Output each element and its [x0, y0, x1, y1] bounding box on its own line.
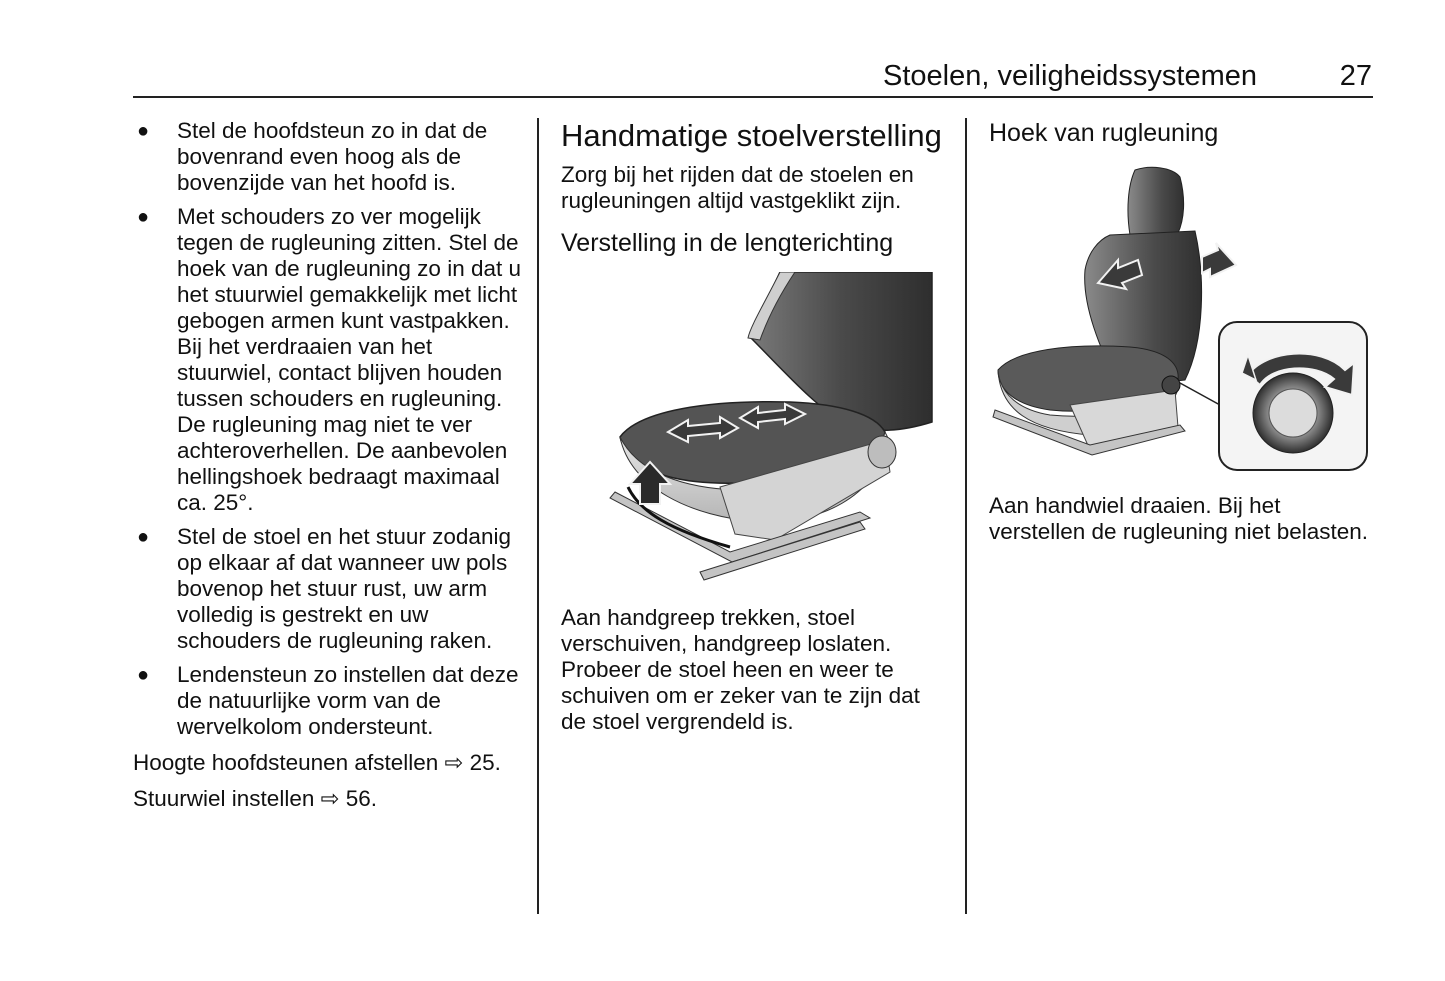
column-1	[133, 118, 523, 812]
xref-text: Stuurwiel instellen	[133, 786, 315, 811]
seat-longitudinal-figure	[600, 272, 935, 584]
xref-arrow-icon: ⇨	[320, 786, 340, 811]
header-rule	[133, 96, 1373, 98]
bullet-item	[133, 524, 523, 654]
bullet-text: Met schouders zo ver mogelijk tegen de rugleuning zitten. Stel de hoek van de rugleuning zo in dat u het stuurwiel gemakkelijk met licht gebogen armen kunt vastpakken. Bij het verdraaien van het stuurwiel, contact blijven houden tussen schouders en rugleuning. De rugleuning mag niet te ver achteroverhellen. De aanbevolen hellingshoek bedraagt maximaal ca. 25°.	[177, 204, 522, 515]
column-2	[561, 118, 951, 258]
cross-reference-steering-wheel[interactable]	[133, 786, 523, 812]
xref-page: 56.	[345, 786, 378, 811]
header-section-title: Stoelen, veiligheidssystemen	[883, 60, 1257, 92]
subsection-heading: Verstelling in de lengterichting	[561, 229, 894, 257]
column-divider-left	[537, 118, 539, 914]
bullet-dot-icon: ●	[137, 120, 150, 142]
bullet-text: Stel de hoofdsteun zo in dat de bovenrand even hoog als de bovenzijde van het hoofd is.	[177, 118, 488, 195]
bullet-text: Stel de stoel en het stuur zodanig op elkaar af dat wanneer uw pols bovenop het stuur rust, uw arm volledig is gestrekt en uw schouders de rugleuning raken.	[177, 524, 511, 653]
bullet-item	[133, 118, 523, 196]
handwheel-center-shape	[1269, 389, 1317, 437]
caption-backrest: Aan handwiel draaien. Bij het verstellen de rugleuning niet belasten.	[989, 493, 1369, 544]
intro-text: Zorg bij het rijden dat de stoelen en rugleuningen altijd vastgeklikt zijn.	[561, 162, 914, 213]
column-divider-right	[965, 118, 967, 914]
xref-text: Hoogte hoofdsteunen afstellen	[133, 750, 439, 775]
bullet-item	[133, 662, 523, 740]
bullet-dot-icon: ●	[137, 526, 150, 548]
seat-knob-shape	[868, 436, 896, 468]
headrest-shape	[1128, 167, 1184, 235]
leader-line	[1180, 383, 1220, 405]
caption-longitudinal: Aan handgreep trekken, stoel verschuiven, handgreep loslaten. Probeer de stoel heen en weer te schuiven om er zeker van te zijn dat de stoel vergrendeld is.	[561, 605, 920, 734]
bullet-text: Lendensteun zo instellen dat deze de natuurlijke vorm van de wervelkolom ondersteunt.	[177, 662, 519, 739]
arrow-recline-back-icon	[1202, 243, 1236, 277]
seat-backrest-figure	[990, 165, 1375, 475]
page-number: 27	[1339, 60, 1372, 92]
xref-page: 25.	[469, 750, 501, 775]
bullet-item	[133, 204, 523, 516]
bullet-dot-icon: ●	[137, 206, 150, 228]
bullet-dot-icon: ●	[137, 664, 150, 686]
xref-arrow-icon: ⇨	[444, 750, 464, 775]
handwheel-small-shape	[1162, 376, 1180, 394]
cross-reference-headrest[interactable]	[133, 750, 523, 776]
section-heading: Handmatige stoelverstelling	[561, 118, 942, 153]
column-3	[989, 118, 1379, 148]
subsection-heading: Hoek van rugleuning	[989, 119, 1219, 147]
